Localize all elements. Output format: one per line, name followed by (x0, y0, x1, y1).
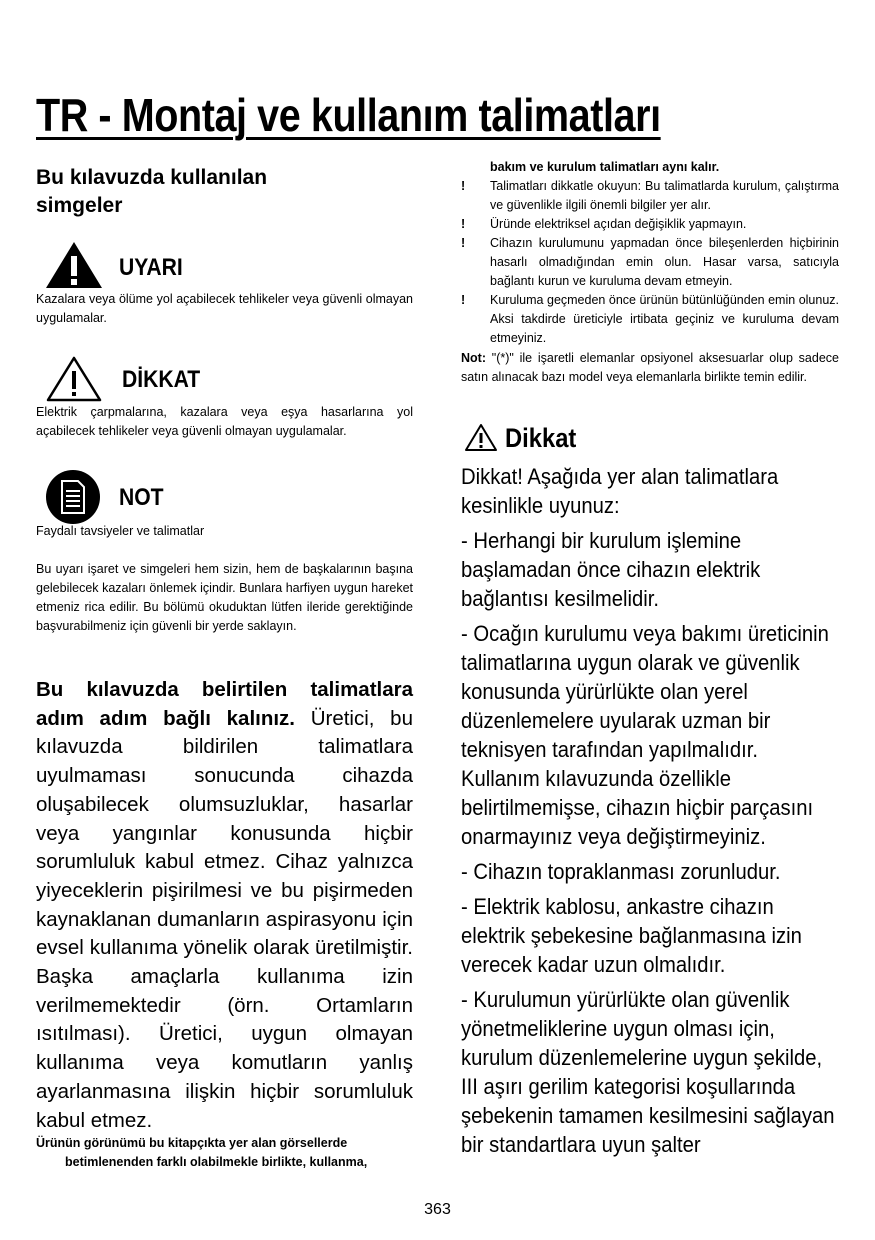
main-paragraph-bold: Bu kılavuzda belirtilen talimatlara adım adım bağlı kalınız. (36, 678, 413, 730)
dikkat-paragraph: - Herhangi bir kurulum işlemine başlamadan önce cihazın elektrik bağlantısı kesilmelidir. (461, 528, 761, 611)
note-prefix: Not: (461, 351, 486, 365)
footnote-line-2: betimlenenden farklı olabilmekle birlikte, kullanma, (65, 1155, 368, 1169)
main-paragraph-rest: Üretici, bu kılavuzda bildirilen talimatlara uyulmaması sonucunda cihazda oluşabilecek olumsuzluklar, hasarlar veya yangınlar konusunda hiçbir sorumluluk kabul etmez. Cihaz yalnızca yiyeceklerin pişirilmesi ve bu pişirmeden kaynaklanan dumanların aspirasyonu için evsel kullanıma yönelik olarak üretilmiştir. Başka amaçlarla kullanıma izin verilmemektedir (örn. Ortamların ısıtılması). Üretici, uygun olmayan kullanıma veya komutların yanlış ayarlanmasına ilişkin hiçbir sorumluluk kabul etmez. (36, 706, 413, 1132)
caution-text: Elektrik çarpmalarına, kazalara veya eşya hasarlarına yol açabilecek tehlikeler veya güvenli olmayan uygulamalar. (36, 405, 413, 438)
list-item: ! Üründe elektriksel açıdan değişiklik yapmayın. (461, 215, 839, 234)
footnote-line-1: Ürünün görünümü bu kitapçıkta yer alan görsellerde (36, 1136, 348, 1150)
page-title: TR - Montaj ve kullanım talimatları (36, 89, 661, 141)
dikkat-paragraph: Dikkat! Aşağıda yer alan talimatlara kesinlikle uyunuz: (461, 464, 779, 518)
main-paragraph (36, 676, 413, 1135)
exclamation-icon: ! (461, 217, 466, 231)
note-paragraph: Not: "(*)" ile işaretli elemanlar opsiyonel aksesuarlar olup sadece satın alınacak bazı model veya elemanlarla birlikte temin edilir. (461, 351, 839, 384)
note-text: Faydalı tavsiyeler ve talimatlar (36, 524, 205, 538)
caution-outline-icon (46, 355, 102, 403)
checklist (461, 177, 839, 387)
dikkat-paragraph: - Elektrik kablosu, ankastre cihazın elektrik şebekesine bağlanmasına izin verecek kadar uzun olmalıdır. (461, 894, 802, 977)
exclamation-icon: ! (461, 236, 466, 250)
intro-paragraph: Bu uyarı işaret ve simgeleri hem sizin, hem de başkalarının başına gelebilecek kazaları önlemek içindir. Bunlara harfiyen uygun hareket etmeniz rica edilir. Bu bölümü okuduktan lütfen ileride gerektiğinde başvurabilmeniz için güvenli bir yerde saklayın. (36, 562, 413, 633)
caution-label: DİKKAT (122, 366, 201, 393)
symbols-heading: Bu kılavuzda kullanılan simgeler (36, 166, 268, 217)
dikkat-body (461, 462, 839, 1165)
list-item: ! Talimatları dikkatle okuyun: Bu talimatlarda kurulum, çalıştırma ve güvenlikle ilgili önemli bilgiler yer alır. (461, 179, 839, 212)
list-item: ! Cihazın kurulumunu yapmadan önce bileşenlerden hiçbirinin hasarlı olmadığından emin olun. Hasar varsa, satıcıyla bağlantı kurun ve kuruluma devam etmeyin. (461, 236, 839, 288)
dikkat-heading: Dikkat (505, 423, 577, 453)
caution-small-icon (464, 423, 498, 453)
note-document-icon (45, 469, 101, 525)
exclamation-icon: ! (461, 179, 466, 193)
warning-text: Kazalara veya ölüme yol açabilecek tehlikeler veya güvenli olmayan uygulamalar. (36, 292, 413, 325)
warning-filled-icon (44, 240, 104, 290)
dikkat-paragraph: - Cihazın topraklanması zorunludur. (461, 859, 781, 884)
continuation-line: bakım ve kurulum talimatları aynı kalır. (490, 160, 720, 174)
dikkat-paragraph: - Kurulumun yürürlükte olan güvenlik yönetmeliklerine uygun olması için, kurulum düzenlemelerine uygun şekilde, III aşırı gerilim kategorisi koşullarında şebekenin tamamen kesilmesini sağlayan bir standartlara uyun şalter (461, 987, 835, 1157)
note-label: NOT (119, 484, 164, 511)
page-number: 363 (424, 1201, 451, 1218)
dikkat-paragraph: - Ocağın kurulumu veya bakımı üreticinin talimatlarına uygun olarak ve güvenlik konusunda yürürlükte olan yerel düzenlemelere uyularak uzman bir teknisyen tarafından yapılmalıdır. Kullanım kılavuzunda özellikle belirtilmemişse, cihazın hiçbir parçasını onarmayınız veya değiştirmeyiniz. (461, 621, 829, 849)
exclamation-icon: ! (461, 293, 466, 307)
warning-label: UYARI (119, 254, 183, 281)
list-item: ! Kuruluma geçmeden önce ürünün bütünlüğünden emin olunuz. Aksi takdirde üreticiyle irtibata geçiniz ve kuruluma devam etmeyiniz. (461, 293, 839, 345)
